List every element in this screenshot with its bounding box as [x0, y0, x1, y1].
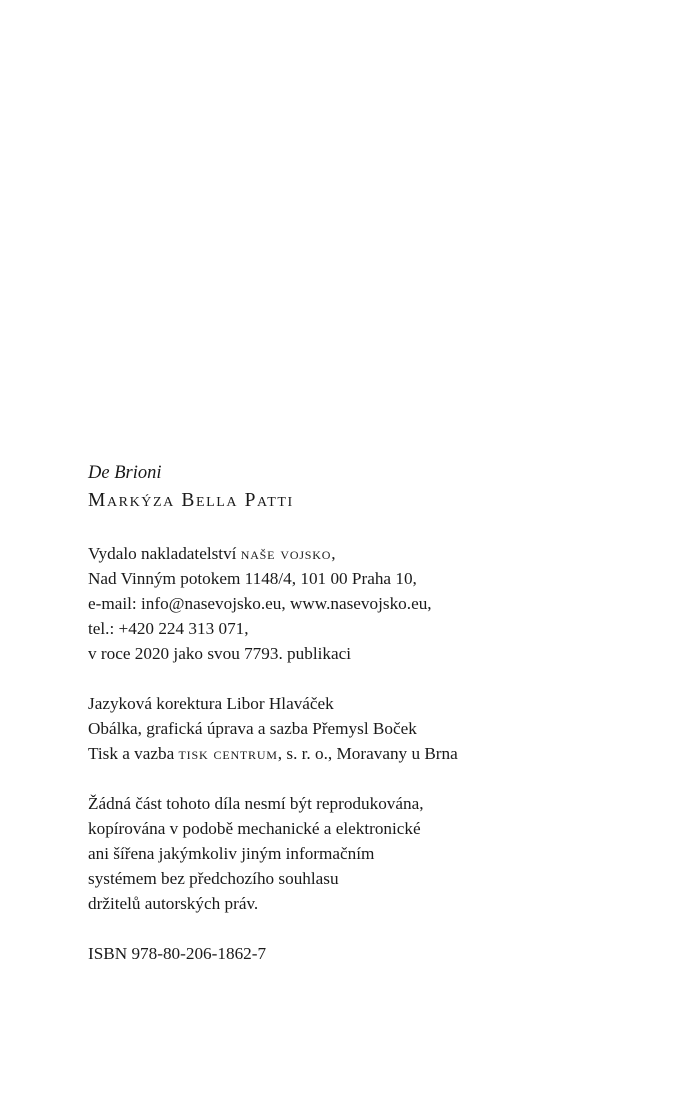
publisher-block: [88, 541, 648, 666]
rights-line-2: kopírována v podobě mechanické a elektronické: [88, 819, 421, 838]
publisher-address: Nad Vinným potokem 1148/4, 101 00 Praha 10,: [88, 569, 417, 588]
printing-credit-prefix: Tisk a vazba: [88, 744, 179, 763]
rights-line-1: Žádná část tohoto díla nesmí být reprodukována,: [88, 794, 424, 813]
publisher-line-prefix: Vydalo nakladatelství: [88, 544, 241, 563]
imprint-page: [88, 460, 648, 966]
rights-line-4: systémem bez předchozího souhlasu: [88, 869, 339, 888]
credits-block: [88, 691, 648, 766]
book-author: Markýza Bella Patti: [88, 490, 294, 511]
proofreading-credit: Jazyková korektura Libor Hlaváček: [88, 694, 334, 713]
rights-block: [88, 791, 648, 916]
design-credit: Obálka, grafická úprava a sazba Přemysl Boček: [88, 719, 417, 738]
publisher-phone: tel.: +420 224 313 071,: [88, 619, 249, 638]
publisher-line: [88, 541, 648, 566]
rights-line-3: ani šířena jakýmkoliv jiným informačním: [88, 844, 375, 863]
printing-credit: [88, 741, 648, 766]
printing-credit-suffix: , s. r. o., Moravany u Brna: [277, 744, 458, 763]
isbn-block: [88, 941, 648, 966]
publication-number: v roce 2020 jako svou 7793. publikaci: [88, 644, 352, 663]
isbn: ISBN 978-80-206-1862-7: [88, 944, 267, 963]
publisher-name: naše vojsko: [240, 544, 332, 563]
book-title: De Brioni: [88, 463, 162, 483]
publisher-line-suffix: ,: [331, 544, 336, 563]
printer-name: tisk centrum: [178, 744, 278, 763]
rights-line-5: držitelů autorských práv.: [88, 894, 259, 913]
publisher-contact: e-mail: info@nasevojsko.eu, www.nasevojsko.eu,: [88, 594, 432, 613]
